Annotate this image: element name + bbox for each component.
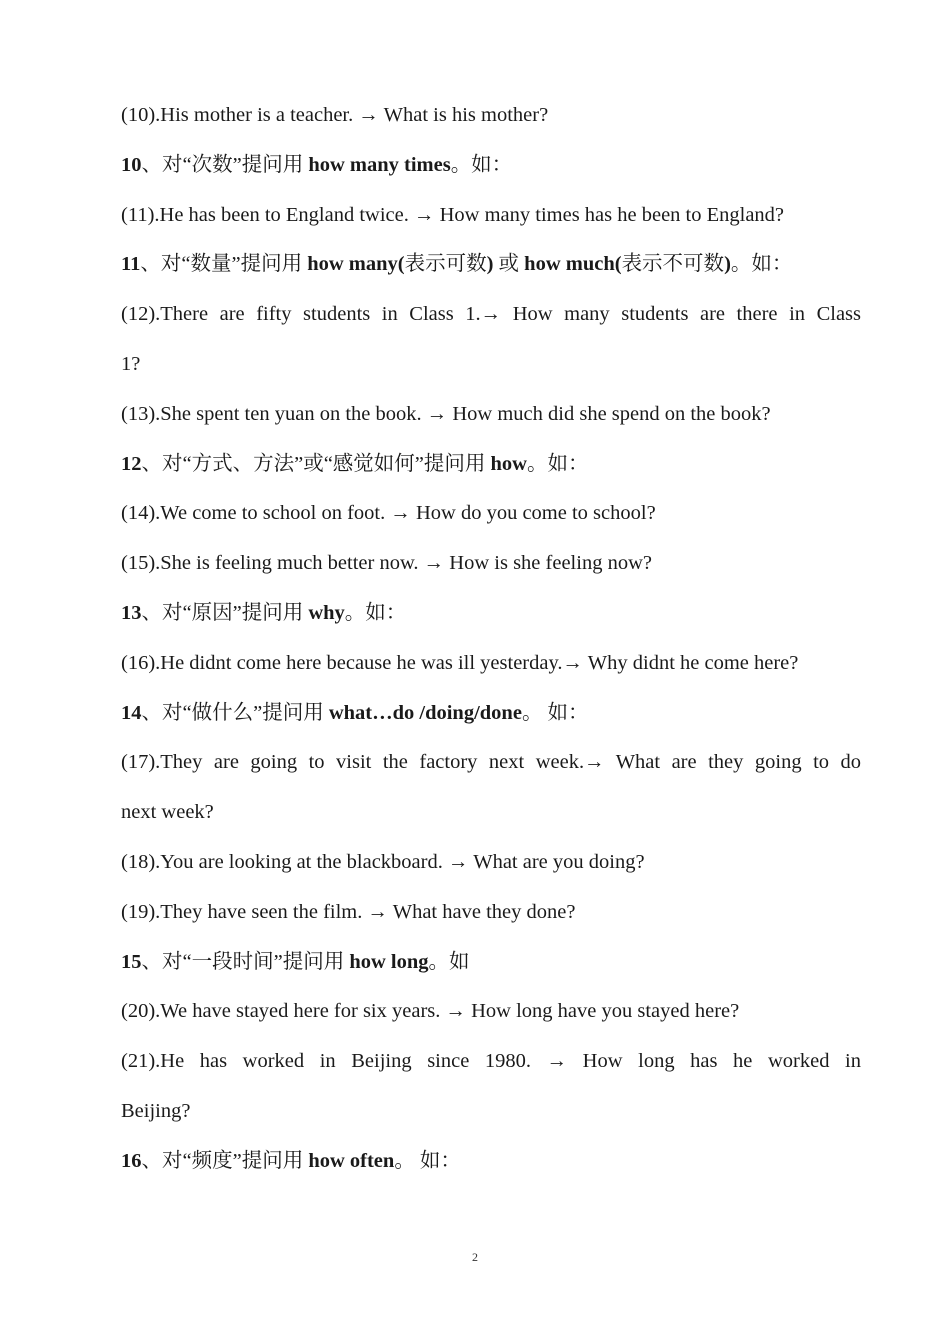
example-text: (16).He didnt come here because he was ill yesterday.→ Why didnt he come here? bbox=[121, 651, 799, 674]
rule-keyword: how many( bbox=[307, 253, 405, 276]
page-number: 2 bbox=[472, 1250, 478, 1264]
rule-heading bbox=[121, 938, 861, 988]
example-text: (12).There are fifty students in Class 1.→ How many students are there in Class bbox=[121, 303, 861, 326]
example-text: (20).We have stayed here for six years. → How long have you stayed here? bbox=[121, 1000, 740, 1023]
rule-text: 、对“方式、方法”或“感觉如何”提问用 bbox=[141, 452, 491, 475]
rule-suffix: 。如： bbox=[344, 601, 407, 624]
rule-keyword: how many times bbox=[308, 153, 451, 176]
rule-number: 11 bbox=[121, 253, 141, 276]
example-line bbox=[121, 290, 861, 340]
rule-keyword: how often bbox=[308, 1149, 395, 1172]
example-line bbox=[121, 639, 861, 689]
example-text: 1? bbox=[121, 352, 141, 375]
rule-note: 表示不可数 bbox=[621, 253, 725, 276]
rule-keyword: ) bbox=[486, 253, 499, 276]
rule-number: 10 bbox=[121, 153, 142, 176]
rule-number: 15 bbox=[121, 950, 142, 973]
example-text: (13).She spent ten yuan on the book. → How much did she spend on the book? bbox=[121, 402, 771, 425]
rule-suffix: 。如 bbox=[428, 950, 470, 973]
rule-number: 12 bbox=[121, 452, 142, 475]
example-line bbox=[121, 390, 861, 440]
rule-keyword: how bbox=[490, 452, 527, 475]
rule-number: 14 bbox=[121, 701, 142, 724]
rule-text: 、对“做什么”提问用 bbox=[141, 701, 329, 724]
example-text: (17).They are going to visit the factory next week.→ What are they going to do bbox=[121, 751, 861, 774]
example-line bbox=[121, 91, 861, 141]
example-line bbox=[121, 888, 861, 938]
example-text: (19).They have seen the film. → What have they done? bbox=[121, 900, 576, 923]
example-line-continued bbox=[121, 340, 861, 390]
example-line bbox=[121, 987, 861, 1037]
example-line bbox=[121, 489, 861, 539]
example-line-continued bbox=[121, 788, 861, 838]
example-line bbox=[121, 1037, 861, 1087]
rule-heading bbox=[121, 1137, 861, 1187]
example-line-continued bbox=[121, 1087, 861, 1137]
rule-text: 、对“频度”提问用 bbox=[141, 1149, 309, 1172]
example-text: Beijing? bbox=[121, 1099, 191, 1122]
rule-text: 、对“一段时间”提问用 bbox=[141, 950, 350, 973]
rule-heading bbox=[121, 240, 861, 290]
rule-heading bbox=[121, 141, 861, 191]
rule-suffix: 。如： bbox=[527, 452, 589, 475]
rule-note: 或 bbox=[498, 253, 525, 276]
rule-heading bbox=[121, 589, 861, 639]
rule-note: 表示可数 bbox=[404, 253, 487, 276]
rule-keyword: how long bbox=[349, 950, 429, 973]
rule-suffix: 。如： bbox=[450, 153, 513, 176]
example-text: (15).She is feeling much better now. → How is she feeling now? bbox=[121, 552, 652, 575]
rule-keyword: how much( bbox=[524, 253, 622, 276]
example-line bbox=[121, 738, 861, 788]
example-text: (18).You are looking at the blackboard. → What are you doing? bbox=[121, 850, 645, 873]
example-line bbox=[121, 191, 861, 241]
rule-suffix: 。 如： bbox=[394, 1149, 461, 1172]
rule-keyword: why bbox=[308, 601, 345, 624]
example-line bbox=[121, 838, 861, 888]
rule-heading bbox=[121, 440, 861, 490]
rule-number: 13 bbox=[121, 601, 142, 624]
rule-suffix: 。 如： bbox=[521, 701, 589, 724]
example-text: next week? bbox=[121, 801, 214, 824]
example-text: (14).We come to school on foot. → How do you come to school? bbox=[121, 502, 656, 525]
rule-keyword: what…do /doing/done bbox=[328, 701, 522, 724]
rule-suffix: 。如： bbox=[730, 253, 793, 276]
rule-text: 、对“次数”提问用 bbox=[141, 153, 309, 176]
rule-heading bbox=[121, 689, 861, 739]
page-content bbox=[121, 91, 861, 1187]
example-line bbox=[121, 539, 861, 589]
example-text: (21).He has worked in Beijing since 1980. → How long has he worked in bbox=[121, 1050, 861, 1073]
rule-keyword: ) bbox=[724, 253, 731, 276]
example-text: (11).He has been to England twice. → How many times has he been to England? bbox=[121, 203, 785, 226]
example-text: (10).His mother is a teacher. → What is his mother? bbox=[121, 104, 549, 126]
rule-number: 16 bbox=[121, 1149, 142, 1172]
rule-text: 、对“数量”提问用 bbox=[140, 253, 308, 276]
rule-text: 、对“原因”提问用 bbox=[141, 601, 309, 624]
